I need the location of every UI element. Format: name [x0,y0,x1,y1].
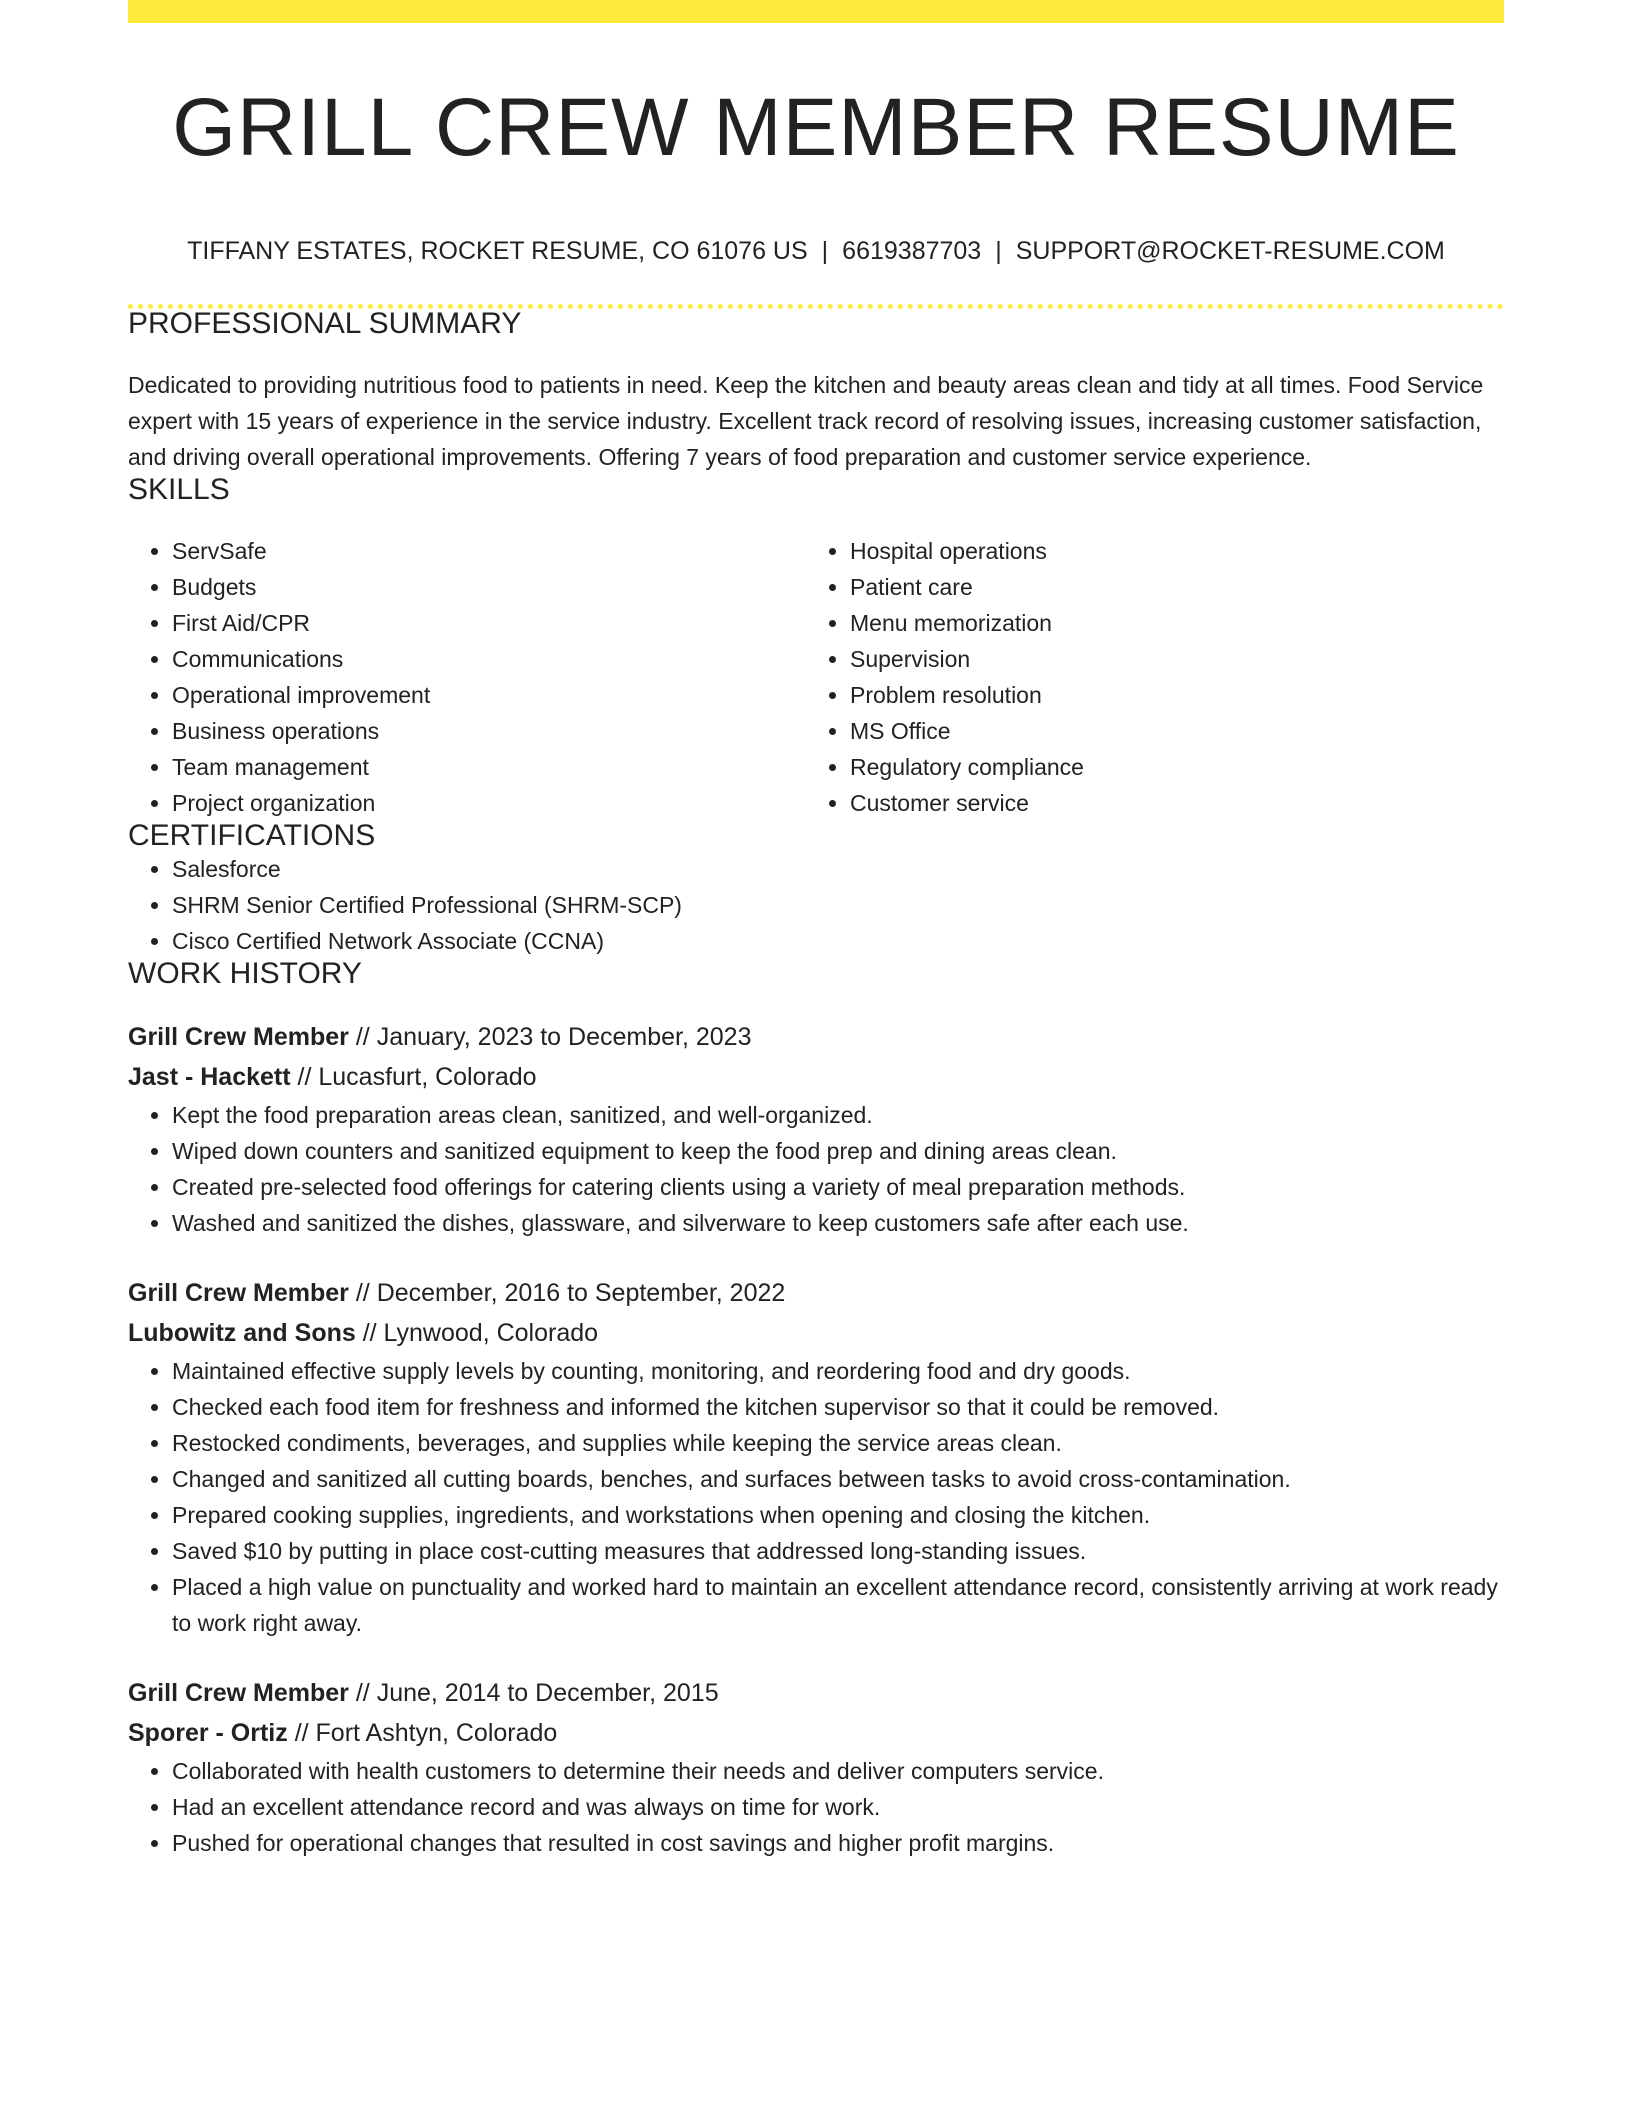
certification-item: • SHRM Senior Certified Professional (SHRM-SCP) [172,887,1504,923]
skills-list-left [128,533,806,821]
job-duty: • Wiped down counters and sanitized equipment to keep the food prep and dining areas clean. [172,1133,1504,1169]
skills-column-right [806,533,1484,821]
skill-item: • Menu memorization [850,605,1484,641]
job-entry [128,1017,1504,1241]
summary-section [128,309,1504,475]
job-duties-list [128,1353,1504,1641]
skills-heading: SKILLS [128,473,230,506]
skill-item: • Business operations [172,713,806,749]
job-duty: • Maintained effective supply levels by counting, monitoring, and reordering food and dry goods. [172,1353,1504,1389]
skill-item: • Operational improvement [172,677,806,713]
job-role: Grill Crew Member [128,1023,349,1051]
job-entry [128,1273,1504,1641]
job-company-line [128,1313,1504,1353]
resume-page [128,0,1504,1861]
job-location: // Lynwood, Colorado [355,1319,599,1347]
work-history-heading: WORK HISTORY [128,957,362,990]
resume-title: GRILL CREW MEMBER RESUME [172,82,1460,173]
job-duty: • Changed and sanitized all cutting boards, benches, and surfaces between tasks to avoid cross-contamination. [172,1461,1504,1497]
job-duty: • Created pre-selected food offerings for catering clients using a variety of meal preparation methods. [172,1169,1504,1205]
job-role-line [128,1017,1504,1057]
job-duty: • Kept the food preparation areas clean, sanitized, and well-organized. [172,1097,1504,1133]
job-company: Jast - Hackett [128,1063,291,1091]
job-dates: // June, 2014 to December, 2015 [348,1679,719,1707]
job-duty: • Restocked condiments, beverages, and supplies while keeping the service areas clean. [172,1425,1504,1461]
skills-column-left [128,533,806,821]
certification-item: • Cisco Certified Network Associate (CCNA) [172,923,1504,959]
job-company: Sporer - Ortiz [128,1719,288,1747]
certifications-heading: CERTIFICATIONS [128,819,376,852]
certifications-section [128,821,1504,959]
job-dates: // January, 2023 to December, 2023 [348,1023,752,1051]
job-duty: • Placed a high value on punctuality and worked hard to maintain an excellent attendance record, consistently arriving at work ready to work right away. [172,1569,1504,1641]
contact-separator: | [995,237,1002,265]
job-duty: • Checked each food item for freshness and informed the kitchen supervisor so that it could be removed. [172,1389,1504,1425]
job-duty: • Prepared cooking supplies, ingredients, and workstations when opening and closing the kitchen. [172,1497,1504,1533]
job-duty: • Pushed for operational changes that resulted in cost savings and higher profit margins. [172,1825,1504,1861]
certification-item: • Salesforce [172,851,1504,887]
skill-item: • First Aid/CPR [172,605,806,641]
job-role-line [128,1673,1504,1713]
skills-grid [128,533,1504,821]
job-location: // Fort Ashtyn, Colorado [287,1719,558,1747]
job-company: Lubowitz and Sons [128,1319,356,1347]
job-company-line [128,1713,1504,1753]
job-duty: • Had an excellent attendance record and was always on time for work. [172,1789,1504,1825]
contact-phone: 6619387703 [842,237,982,265]
contact-line [128,239,1504,264]
skill-item: • Supervision [850,641,1484,677]
skill-item: • Patient care [850,569,1484,605]
contact-address: TIFFANY ESTATES, ROCKET RESUME, CO 61076 US [187,237,808,265]
job-duty: • Saved $10 by putting in place cost-cutting measures that addressed long-standing issues. [172,1533,1504,1569]
skill-item: • Customer service [850,785,1484,821]
skill-item: • Hospital operations [850,533,1484,569]
job-location: // Lucasfurt, Colorado [290,1063,537,1091]
job-role: Grill Crew Member [128,1679,349,1707]
job-role: Grill Crew Member [128,1279,349,1307]
job-entry [128,1673,1504,1861]
job-company-line [128,1057,1504,1097]
skill-item: • ServSafe [172,533,806,569]
skill-item: • Team management [172,749,806,785]
summary-heading: PROFESSIONAL SUMMARY [128,307,522,340]
skill-item: • Communications [172,641,806,677]
job-duty: • Washed and sanitized the dishes, glassware, and silverware to keep customers safe after each use. [172,1205,1504,1241]
job-role-line [128,1273,1504,1313]
job-duties-list [128,1753,1504,1861]
skill-item: • Problem resolution [850,677,1484,713]
job-duties-list [128,1097,1504,1241]
skills-section [128,475,1504,821]
job-duty: • Collaborated with health customers to determine their needs and deliver computers service. [172,1753,1504,1789]
skills-list-right [806,533,1484,821]
top-accent-bar [128,0,1504,23]
skill-item: • Regulatory compliance [850,749,1484,785]
job-dates: // December, 2016 to September, 2022 [348,1279,786,1307]
skill-item: • MS Office [850,713,1484,749]
skill-item: • Project organization [172,785,806,821]
summary-text: Dedicated to providing nutritious food to patients in need. Keep the kitchen and beauty areas clean and tidy at all times. Food Service expert with 15 years of experience in the service industry. Excellent track record of resolving issues, increasing customer satisfaction, and driving overall operational improvements. Offering 7 years of food preparation and customer service experience. [128,372,1484,470]
certifications-list [128,851,1504,959]
contact-separator: | [821,237,829,265]
skill-item: • Budgets [172,569,806,605]
work-history-section [128,959,1504,1861]
contact-email: SUPPORT@ROCKET-RESUME.COM [1015,237,1445,265]
